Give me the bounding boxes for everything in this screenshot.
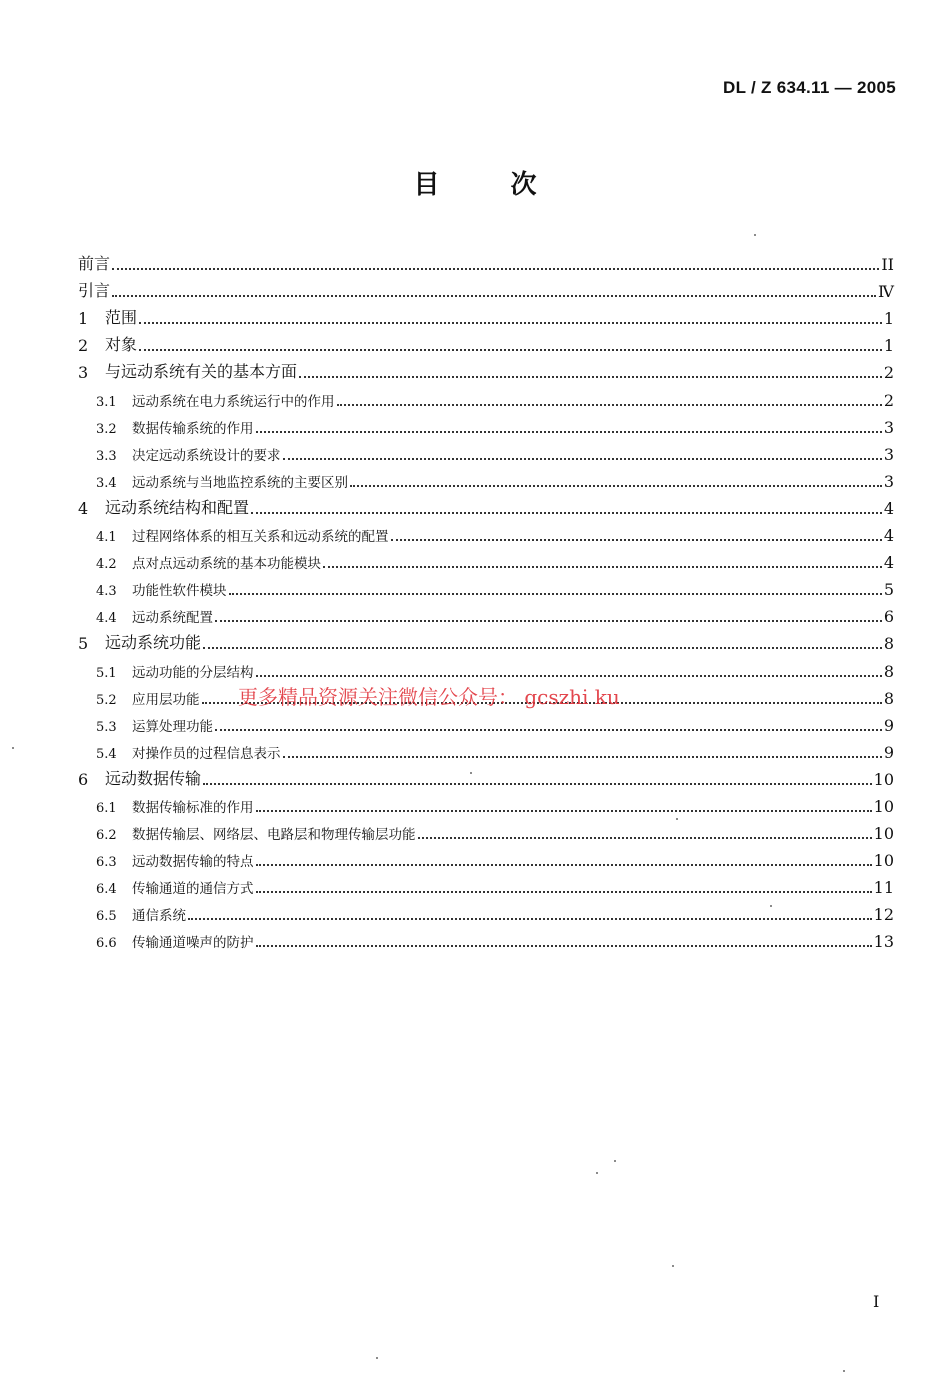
toc-entry-page: 13 [873, 932, 894, 952]
toc-entry-label: 远动系统结构和配置 [105, 497, 250, 517]
toc-entry[interactable] [78, 548, 894, 575]
page-title: 目 次 [413, 170, 537, 200]
toc-dot-leader [215, 729, 882, 731]
toc-entry[interactable] [78, 792, 894, 819]
toc-entry[interactable] [78, 927, 894, 954]
toc-entry-number: 4.1 [96, 530, 117, 546]
toc-entry-page: 4 [883, 498, 894, 518]
scan-speck [376, 1357, 378, 1359]
toc-entry[interactable] [78, 304, 894, 331]
toc-dot-leader [283, 756, 882, 758]
toc-dot-leader [337, 404, 882, 406]
toc-entry-label: 与远动系统有关的基本方面 [105, 362, 298, 382]
toc-entry-label: 点对点远动系统的基本功能模块 [132, 556, 321, 573]
scan-speck [676, 818, 678, 820]
scan-speck [770, 905, 772, 907]
toc-dot-leader [203, 647, 882, 649]
toc-entry-page: 10 [873, 796, 894, 816]
document-code: DL / Z 634.11 — 2005 [723, 78, 896, 97]
toc-entry-number: 5 [78, 634, 89, 654]
toc-entry-label: 对象 [105, 335, 138, 355]
table-of-contents [78, 250, 894, 954]
toc-entry[interactable] [78, 413, 894, 440]
toc-entry-label: 传输通道噪声的防护 [132, 935, 254, 952]
toc-entry-page: 4 [883, 526, 894, 546]
scan-speck [470, 772, 472, 774]
toc-entry-label: 数据传输标准的作用 [132, 799, 254, 816]
toc-dot-leader [256, 864, 872, 866]
toc-entry-page: 12 [873, 905, 894, 925]
toc-entry[interactable] [78, 277, 894, 304]
toc-entry-number: 4 [78, 498, 89, 518]
toc-entry-label: 功能性软件模块 [132, 583, 227, 600]
toc-entry-number: 6.4 [96, 882, 117, 898]
scan-speck [672, 1265, 674, 1267]
toc-entry-page: 10 [873, 851, 894, 871]
toc-entry-label: 传输通道的通信方式 [132, 881, 254, 898]
toc-dot-leader [112, 268, 879, 270]
toc-dot-leader [251, 512, 882, 514]
toc-dot-leader [391, 539, 882, 541]
toc-dot-leader [418, 837, 872, 839]
toc-entry-number: 3 [78, 363, 89, 383]
toc-entry-label: 应用层功能 [132, 691, 200, 708]
toc-entry-page: 3 [883, 417, 894, 437]
toc-entry-page: Ⅳ [878, 282, 894, 302]
toc-entry-page: 8 [883, 688, 894, 708]
toc-entry-number: 3.3 [96, 448, 117, 464]
toc-entry-page: 9 [883, 742, 894, 762]
toc-entry-page: 6 [883, 607, 894, 627]
toc-entry[interactable] [78, 385, 894, 412]
toc-dot-leader [256, 945, 872, 947]
toc-entry-label: 决定远动系统设计的要求 [132, 447, 281, 464]
toc-entry-number: 5.2 [96, 692, 117, 708]
toc-entry-number: 4.2 [96, 557, 117, 573]
toc-entry-page: 5 [883, 580, 894, 600]
toc-entry[interactable] [78, 521, 894, 548]
toc-dot-leader [299, 376, 882, 378]
toc-entry-label: 远动系统与当地监控系统的主要区别 [132, 474, 348, 491]
toc-entry-label: 远动数据传输的特点 [132, 854, 254, 871]
toc-entry-number: 4.4 [96, 611, 117, 627]
toc-entry-number: 6 [78, 769, 89, 789]
scan-speck [754, 234, 756, 236]
scan-speck [614, 1160, 616, 1162]
toc-entry[interactable] [78, 765, 894, 792]
toc-entry-number: 6.5 [96, 909, 117, 925]
toc-entry-page: 9 [883, 715, 894, 735]
toc-entry-label: 远动数据传输 [105, 768, 202, 788]
toc-entry-page: 10 [873, 824, 894, 844]
toc-entry-page: 2 [883, 363, 894, 383]
page-number: I [873, 1292, 880, 1311]
toc-entry-label: 过程网络体系的相互关系和远动系统的配置 [132, 529, 389, 546]
toc-entry-number: 3.2 [96, 421, 117, 437]
toc-entry-number: 6.1 [96, 800, 117, 816]
toc-entry[interactable] [78, 331, 894, 358]
toc-entry[interactable] [78, 819, 894, 846]
toc-entry[interactable] [78, 656, 894, 683]
toc-entry-number: 6.3 [96, 855, 117, 871]
toc-entry-label: 远动系统在电力系统运行中的作用 [132, 393, 335, 410]
toc-entry-number: 5.3 [96, 719, 117, 735]
toc-entry[interactable] [78, 467, 894, 494]
toc-dot-leader [350, 485, 882, 487]
toc-entry[interactable] [78, 575, 894, 602]
toc-dot-leader [256, 891, 872, 893]
toc-entry-label: 远动系统功能 [105, 633, 202, 653]
toc-entry-number: 1 [78, 309, 89, 329]
toc-entry-label: 对操作员的过程信息表示 [132, 745, 281, 762]
toc-entry-page: 8 [883, 634, 894, 654]
toc-entry-page: 3 [883, 444, 894, 464]
toc-dot-leader [215, 620, 882, 622]
toc-entry[interactable] [78, 846, 894, 873]
toc-entry[interactable] [78, 602, 894, 629]
toc-entry-number: 3.1 [96, 394, 117, 410]
scan-speck [596, 1172, 598, 1174]
toc-entry-label: 数据传输层、网络层、电路层和物理传输层功能 [132, 827, 416, 844]
toc-entry-number: 5.1 [96, 665, 117, 681]
toc-entry-number: 4.3 [96, 584, 117, 600]
toc-entry-number: 5.4 [96, 746, 117, 762]
toc-dot-leader [256, 431, 882, 433]
toc-entry-label: 范围 [105, 308, 138, 328]
toc-entry[interactable] [78, 629, 894, 656]
toc-entry-page: 11 [873, 878, 894, 898]
toc-dot-leader [188, 918, 872, 920]
toc-entry-label: 远动功能的分层结构 [132, 664, 254, 681]
toc-entry-page: 10 [873, 769, 894, 789]
toc-dot-leader [139, 322, 882, 324]
toc-entry-label: 前言 [78, 254, 111, 274]
toc-entry-number: 2 [78, 336, 89, 356]
toc-entry-page: 1 [883, 309, 894, 329]
toc-entry[interactable] [78, 738, 894, 765]
toc-entry-page: II [881, 255, 894, 275]
toc-dot-leader [112, 295, 876, 297]
watermark-text: 更多精品资源关注微信公众号： gcszhi ku [238, 685, 620, 709]
toc-entry[interactable] [78, 440, 894, 467]
toc-dot-leader [229, 593, 882, 595]
toc-dot-leader [203, 783, 872, 785]
scan-speck [12, 747, 14, 749]
toc-entry-label: 运算处理功能 [132, 718, 213, 735]
toc-entry-page: 3 [883, 471, 894, 491]
toc-entry-page: 1 [883, 336, 894, 356]
toc-entry[interactable] [78, 873, 894, 900]
toc-entry-label: 数据传输系统的作用 [132, 420, 254, 437]
toc-dot-leader [139, 349, 882, 351]
toc-entry-page: 2 [883, 390, 894, 410]
toc-entry-number: 6.6 [96, 936, 117, 952]
toc-dot-leader [323, 566, 882, 568]
toc-dot-leader [256, 810, 872, 812]
toc-dot-leader [256, 675, 882, 677]
toc-entry[interactable] [78, 494, 894, 521]
toc-entry-page: 4 [883, 553, 894, 573]
toc-entry-number: 3.4 [96, 475, 117, 491]
toc-entry-label: 引言 [78, 281, 111, 301]
toc-entry-number: 6.2 [96, 828, 117, 844]
toc-entry-page: 8 [883, 661, 894, 681]
toc-entry[interactable] [78, 250, 894, 277]
scan-speck [843, 1370, 845, 1372]
toc-entry[interactable] [78, 711, 894, 738]
toc-dot-leader [283, 458, 882, 460]
toc-entry-label: 通信系统 [132, 908, 186, 925]
toc-entry[interactable] [78, 358, 894, 385]
toc-entry-label: 远动系统配置 [132, 610, 213, 627]
